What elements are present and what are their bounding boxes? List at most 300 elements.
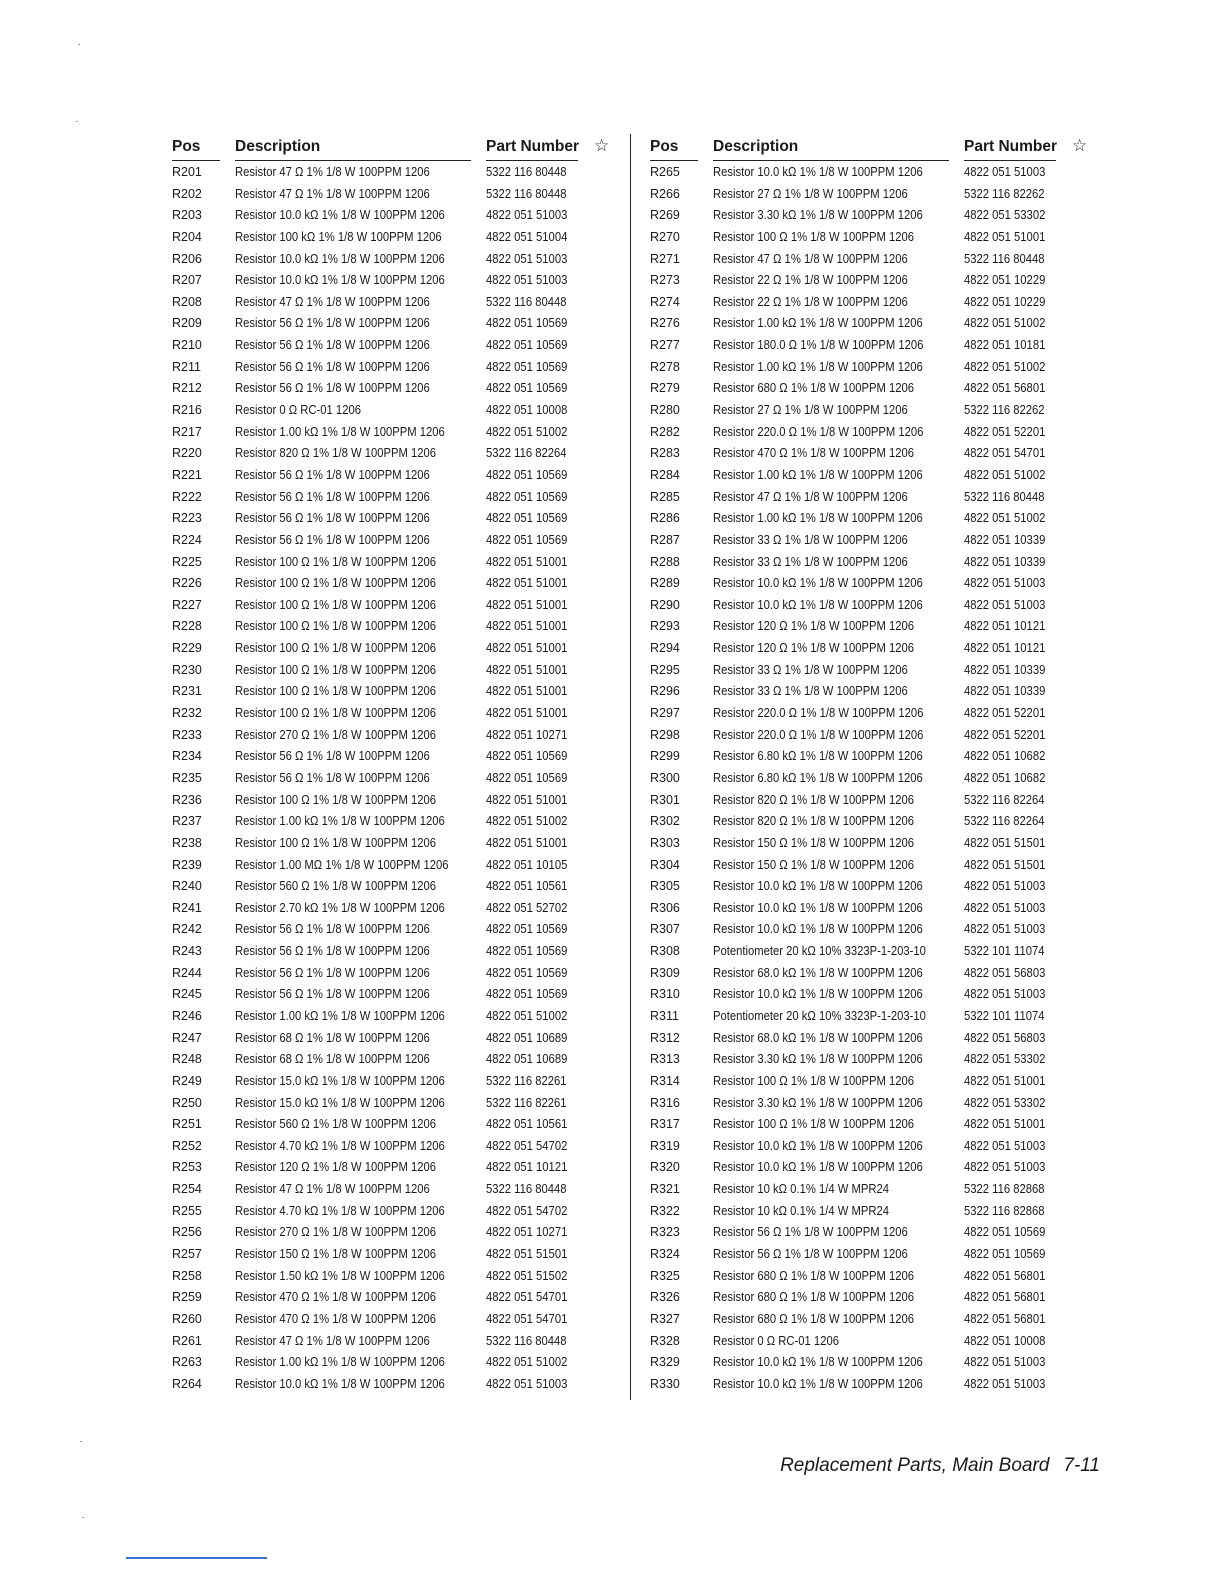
part-number-cell: 4822 051 51003 [964, 576, 1046, 591]
pos-cell: R285 [650, 489, 680, 504]
scan-speck [76, 121, 78, 122]
table-row [172, 1093, 612, 1115]
table-header [172, 136, 612, 162]
description-cell: Resistor 560 Ω 1% 1/8 W 100PPM 1206 [235, 879, 437, 894]
part-number-cell: 5322 116 82868 [964, 1203, 1045, 1218]
description-cell: Resistor 10.0 kΩ 1% 1/8 W 100PPM 1206 [235, 251, 445, 266]
description-cell: Resistor 150 Ω 1% 1/8 W 100PPM 1206 [235, 1247, 437, 1262]
table-row [172, 552, 612, 574]
description-cell: Resistor 56 Ω 1% 1/8 W 100PPM 1206 [235, 749, 430, 764]
pos-cell: R263 [172, 1355, 202, 1370]
table-body [650, 162, 1090, 1396]
table-row [650, 811, 1090, 833]
table-row [650, 1157, 1090, 1179]
table-row [650, 725, 1090, 747]
description-cell: Resistor 10.0 kΩ 1% 1/8 W 100PPM 1206 [713, 1160, 923, 1175]
description-cell: Resistor 100 Ω 1% 1/8 W 100PPM 1206 [235, 835, 437, 850]
table-row [172, 443, 612, 465]
table-row [650, 681, 1090, 703]
pos-cell: R327 [650, 1311, 680, 1326]
part-number-cell: 4822 051 10339 [964, 554, 1046, 569]
part-number-cell: 4822 051 51501 [964, 835, 1046, 850]
description-cell: Resistor 10.0 kΩ 1% 1/8 W 100PPM 1206 [713, 1355, 923, 1370]
table-row [172, 1287, 612, 1309]
pos-cell: R255 [172, 1203, 202, 1218]
part-number-cell: 4822 051 51501 [964, 857, 1046, 872]
description-cell: Resistor 1.00 kΩ 1% 1/8 W 100PPM 1206 [713, 359, 923, 374]
table-row [650, 530, 1090, 552]
description-cell: Resistor 680 Ω 1% 1/8 W 100PPM 1206 [713, 381, 915, 396]
pos-cell: R279 [650, 381, 680, 396]
table-row [650, 1049, 1090, 1071]
table-row [650, 638, 1090, 660]
table-row [650, 552, 1090, 574]
part-number-cell: 4822 051 51001 [964, 1073, 1046, 1088]
description-cell: Resistor 470 Ω 1% 1/8 W 100PPM 1206 [713, 446, 915, 461]
column-divider [630, 134, 631, 1400]
table-row [650, 595, 1090, 617]
table-row [172, 681, 612, 703]
table-row [650, 941, 1090, 963]
pos-cell: R242 [172, 922, 202, 937]
description-cell: Resistor 270 Ω 1% 1/8 W 100PPM 1206 [235, 1225, 437, 1240]
part-number-cell: 4822 051 10339 [964, 684, 1046, 699]
part-number-cell: 4822 051 10689 [486, 1052, 568, 1067]
description-cell: Resistor 470 Ω 1% 1/8 W 100PPM 1206 [235, 1311, 437, 1326]
description-cell: Resistor 100 Ω 1% 1/8 W 100PPM 1206 [235, 576, 437, 591]
part-number-cell: 4822 051 51002 [486, 1008, 568, 1023]
part-number-cell: 4822 051 10008 [964, 1333, 1046, 1348]
table-row [650, 292, 1090, 314]
part-number-cell: 4822 051 51003 [964, 1355, 1046, 1370]
pos-cell: R278 [650, 359, 680, 374]
part-number-cell: 4822 051 56801 [964, 381, 1046, 396]
part-number-cell: 4822 051 10569 [486, 359, 568, 374]
pos-cell: R329 [650, 1355, 680, 1370]
table-row [172, 855, 612, 877]
pos-cell: R269 [650, 208, 680, 223]
part-number-cell: 4822 051 10561 [486, 1117, 568, 1132]
part-number-cell: 4822 051 10229 [964, 294, 1046, 309]
table-row [650, 746, 1090, 768]
part-number-cell: 4822 051 51001 [486, 835, 568, 850]
description-cell: Resistor 10.0 kΩ 1% 1/8 W 100PPM 1206 [713, 987, 923, 1002]
description-cell: Resistor 6.80 kΩ 1% 1/8 W 100PPM 1206 [713, 770, 923, 785]
table-row [172, 1136, 612, 1158]
pos-column-header: Pos [172, 138, 201, 155]
pos-cell: R284 [650, 467, 680, 482]
table-row [172, 335, 612, 357]
pos-cell: R245 [172, 987, 202, 1002]
part-number-cell: 4822 051 51003 [964, 597, 1046, 612]
description-cell: Resistor 56 Ω 1% 1/8 W 100PPM 1206 [235, 965, 430, 980]
pos-cell: R326 [650, 1290, 680, 1305]
part-number-cell: 4822 051 51001 [486, 597, 568, 612]
pos-cell: R224 [172, 532, 202, 547]
table-row [172, 227, 612, 249]
header-underline [713, 160, 949, 161]
table-row [650, 162, 1090, 184]
part-number-cell: 4822 051 51001 [486, 641, 568, 656]
description-cell: Resistor 680 Ω 1% 1/8 W 100PPM 1206 [713, 1290, 915, 1305]
part-number-cell: 5322 116 80448 [486, 165, 567, 179]
pos-cell: R239 [172, 857, 202, 872]
page-number: 7-11 [1063, 1455, 1100, 1476]
table-row [650, 249, 1090, 271]
part-number-cell: 4822 051 51002 [964, 467, 1046, 482]
pos-cell: R222 [172, 489, 202, 504]
description-cell: Resistor 120 Ω 1% 1/8 W 100PPM 1206 [713, 641, 915, 656]
pos-cell: R251 [172, 1117, 202, 1132]
pos-cell: R288 [650, 554, 680, 569]
part-number-cell: 5322 116 82262 [964, 403, 1045, 418]
header-underline [235, 160, 471, 161]
part-number-cell: 5322 116 82262 [964, 186, 1045, 201]
pos-cell: R231 [172, 684, 202, 699]
pos-cell: R274 [650, 294, 680, 309]
part-number-cell: 4822 051 51002 [964, 316, 1046, 331]
part-number-cell: 4822 051 56801 [964, 1311, 1046, 1326]
part-number-cell: 4822 051 10105 [486, 857, 568, 872]
pos-cell: R297 [650, 706, 680, 721]
part-number-cell: 4822 051 51003 [964, 900, 1046, 915]
pos-cell: R223 [172, 511, 202, 526]
table-row [172, 1222, 612, 1244]
part-number-cell: 4822 051 10339 [964, 532, 1046, 547]
description-cell: Resistor 10.0 kΩ 1% 1/8 W 100PPM 1206 [713, 879, 923, 894]
description-cell: Resistor 10.0 kΩ 1% 1/8 W 100PPM 1206 [713, 1376, 923, 1391]
description-cell: Resistor 680 Ω 1% 1/8 W 100PPM 1206 [713, 1311, 915, 1326]
table-row [172, 1179, 612, 1201]
pos-cell: R259 [172, 1290, 202, 1305]
table-row [172, 1331, 612, 1353]
description-cell: Resistor 820 Ω 1% 1/8 W 100PPM 1206 [713, 814, 915, 829]
description-cell: Resistor 10.0 kΩ 1% 1/8 W 100PPM 1206 [713, 922, 923, 937]
part-number-cell: 4822 051 52201 [964, 424, 1046, 439]
part-number-cell: 4822 051 51003 [964, 922, 1046, 937]
table-row [650, 184, 1090, 206]
table-row [172, 638, 612, 660]
table-row [650, 1331, 1090, 1353]
pos-cell: R204 [172, 229, 202, 244]
table-row [650, 378, 1090, 400]
description-cell: Resistor 47 Ω 1% 1/8 W 100PPM 1206 [235, 1182, 430, 1197]
part-number-cell: 4822 051 51003 [964, 987, 1046, 1002]
part-number-cell: 4822 051 51003 [964, 879, 1046, 894]
footer-title: Replacement Parts, Main Board [780, 1455, 1050, 1476]
pos-cell: R286 [650, 511, 680, 526]
description-cell: Resistor 1.00 kΩ 1% 1/8 W 100PPM 1206 [235, 424, 445, 439]
pos-cell: R252 [172, 1138, 202, 1153]
description-cell: Resistor 56 Ω 1% 1/8 W 100PPM 1206 [235, 359, 430, 374]
pos-cell: R287 [650, 532, 680, 547]
part-number-cell: 4822 051 51002 [486, 424, 568, 439]
parts-table-left [172, 136, 612, 1396]
table-row [172, 1201, 612, 1223]
description-cell: Resistor 0 Ω RC-01 1206 [713, 1333, 839, 1348]
table-row [172, 400, 612, 422]
part-number-cell: 5322 101 11074 [964, 944, 1045, 959]
pos-cell: R230 [172, 662, 202, 677]
pos-cell: R328 [650, 1333, 680, 1348]
description-cell: Resistor 180.0 Ω 1% 1/8 W 100PPM 1206 [713, 338, 924, 353]
part-number-cell: 4822 051 10569 [486, 338, 568, 353]
description-cell: Resistor 100 Ω 1% 1/8 W 100PPM 1206 [235, 684, 437, 699]
pos-cell: R208 [172, 294, 202, 309]
table-row [172, 1352, 612, 1374]
pos-cell: R324 [650, 1247, 680, 1262]
part-number-cell: 4822 051 51003 [964, 1376, 1046, 1391]
pos-cell: R229 [172, 641, 202, 656]
pos-cell: R323 [650, 1225, 680, 1240]
description-cell: Resistor 560 Ω 1% 1/8 W 100PPM 1206 [235, 1117, 437, 1132]
pos-cell: R254 [172, 1182, 202, 1197]
part-number-cell: 4822 051 51001 [486, 662, 568, 677]
part-number-cell: 4822 051 10121 [964, 619, 1046, 634]
table-row [650, 1006, 1090, 1028]
table-row [650, 768, 1090, 790]
table-row [172, 378, 612, 400]
description-cell: Resistor 220.0 Ω 1% 1/8 W 100PPM 1206 [713, 727, 924, 742]
table-row [172, 660, 612, 682]
table-row [172, 184, 612, 206]
pos-cell: R206 [172, 251, 202, 266]
description-cell: Resistor 56 Ω 1% 1/8 W 100PPM 1206 [235, 922, 430, 937]
table-row [172, 292, 612, 314]
pos-cell: R228 [172, 619, 202, 634]
pos-cell: R306 [650, 900, 680, 915]
table-row [172, 205, 612, 227]
part-number-cell: 4822 051 10682 [964, 770, 1046, 785]
table-row [172, 1049, 612, 1071]
pos-cell: R244 [172, 965, 202, 980]
description-cell: Resistor 3.30 kΩ 1% 1/8 W 100PPM 1206 [713, 1052, 923, 1067]
description-cell: Resistor 1.00 kΩ 1% 1/8 W 100PPM 1206 [713, 511, 923, 526]
description-cell: Resistor 100 Ω 1% 1/8 W 100PPM 1206 [235, 792, 437, 807]
table-row [650, 335, 1090, 357]
pos-cell: R310 [650, 987, 680, 1002]
description-cell: Resistor 100 Ω 1% 1/8 W 100PPM 1206 [235, 641, 437, 656]
description-cell: Resistor 56 Ω 1% 1/8 W 100PPM 1206 [235, 381, 430, 396]
pos-cell: R235 [172, 770, 202, 785]
pos-cell: R227 [172, 597, 202, 612]
pos-cell: R211 [172, 359, 201, 374]
description-cell: Resistor 4.70 kΩ 1% 1/8 W 100PPM 1206 [235, 1138, 445, 1153]
table-row [172, 616, 612, 638]
table-row [650, 1201, 1090, 1223]
part-number-cell: 4822 051 51003 [964, 1160, 1046, 1175]
pos-cell: R320 [650, 1160, 680, 1175]
description-cell: Resistor 100 Ω 1% 1/8 W 100PPM 1206 [235, 554, 437, 569]
part-number-cell: 4822 051 51001 [964, 229, 1046, 244]
pos-cell: R300 [650, 770, 680, 785]
part-number-cell: 4822 051 51501 [486, 1247, 568, 1262]
description-cell: Resistor 47 Ω 1% 1/8 W 100PPM 1206 [713, 251, 908, 266]
pos-cell: R243 [172, 944, 202, 959]
description-cell: Resistor 33 Ω 1% 1/8 W 100PPM 1206 [713, 662, 908, 677]
table-row [172, 1114, 612, 1136]
pos-cell: R261 [172, 1333, 202, 1348]
pos-cell: R294 [650, 641, 680, 656]
description-cell: Resistor 68 Ω 1% 1/8 W 100PPM 1206 [235, 1052, 430, 1067]
description-cell: Resistor 56 Ω 1% 1/8 W 100PPM 1206 [235, 338, 430, 353]
part-number-cell: 4822 051 51004 [486, 229, 568, 244]
description-cell: Resistor 100 Ω 1% 1/8 W 100PPM 1206 [235, 619, 437, 634]
part-number-cell: 4822 051 51003 [486, 1376, 568, 1391]
pos-cell: R295 [650, 662, 680, 677]
pos-cell: R270 [650, 229, 680, 244]
table-row [172, 1071, 612, 1093]
part-number-cell: 4822 051 10181 [964, 338, 1046, 353]
part-number-cell: 4822 051 54701 [486, 1290, 568, 1305]
part-number-cell: 4822 051 52201 [964, 727, 1046, 742]
table-row [650, 919, 1090, 941]
pos-cell: R311 [650, 1008, 679, 1023]
description-cell: Resistor 1.00 kΩ 1% 1/8 W 100PPM 1206 [713, 467, 923, 482]
description-cell: Resistor 10.0 kΩ 1% 1/8 W 100PPM 1206 [713, 597, 923, 612]
part-number-cell: 5322 116 80448 [486, 186, 567, 201]
pos-cell: R201 [172, 165, 202, 179]
pos-cell: R277 [650, 338, 680, 353]
part-number-cell: 4822 051 51003 [486, 208, 568, 223]
description-cell: Resistor 56 Ω 1% 1/8 W 100PPM 1206 [713, 1247, 908, 1262]
table-row [172, 422, 612, 444]
pos-cell: R257 [172, 1247, 202, 1262]
pos-cell: R290 [650, 597, 680, 612]
description-cell: Resistor 22 Ω 1% 1/8 W 100PPM 1206 [713, 294, 908, 309]
scan-speck [78, 44, 80, 45]
header-underline [964, 160, 1056, 161]
bottom-rule [126, 1557, 267, 1559]
table-row [650, 357, 1090, 379]
pos-cell: R299 [650, 749, 680, 764]
description-cell: Resistor 10.0 kΩ 1% 1/8 W 100PPM 1206 [713, 165, 923, 179]
table-row [650, 1287, 1090, 1309]
pos-cell: R313 [650, 1052, 680, 1067]
table-row [172, 573, 612, 595]
pos-cell: R319 [650, 1138, 680, 1153]
part-number-cell: 4822 051 10229 [964, 273, 1046, 288]
table-row [172, 725, 612, 747]
description-cell: Resistor 15.0 kΩ 1% 1/8 W 100PPM 1206 [235, 1095, 445, 1110]
table-row [172, 465, 612, 487]
part-number-cell: 4822 051 10569 [486, 770, 568, 785]
table-row [650, 1179, 1090, 1201]
description-cell: Potentiometer 20 kΩ 10% 3323P-1-203-10 [713, 1008, 926, 1023]
pos-cell: R304 [650, 857, 680, 872]
header-underline [172, 160, 220, 161]
description-cell: Resistor 100 Ω 1% 1/8 W 100PPM 1206 [235, 662, 437, 677]
part-number-cell: 4822 051 56801 [964, 1290, 1046, 1305]
description-cell: Resistor 100 Ω 1% 1/8 W 100PPM 1206 [713, 1073, 915, 1088]
table-row [650, 422, 1090, 444]
table-row [172, 984, 612, 1006]
description-cell: Resistor 10 kΩ 0.1% 1/4 W MPR24 [713, 1182, 889, 1197]
description-cell: Resistor 3.30 kΩ 1% 1/8 W 100PPM 1206 [713, 208, 923, 223]
pos-cell: R232 [172, 706, 202, 721]
table-row [172, 963, 612, 985]
part-number-cell: 4822 051 51003 [486, 251, 568, 266]
pos-cell: R237 [172, 814, 202, 829]
table-row [650, 984, 1090, 1006]
part-number-cell: 4822 051 51001 [486, 706, 568, 721]
table-row [172, 1309, 612, 1331]
table-row [650, 1028, 1090, 1050]
table-row [650, 400, 1090, 422]
description-cell: Resistor 56 Ω 1% 1/8 W 100PPM 1206 [235, 987, 430, 1002]
pos-cell: R221 [172, 467, 202, 482]
pos-cell: R247 [172, 1030, 202, 1045]
pos-cell: R302 [650, 814, 680, 829]
table-row [172, 249, 612, 271]
description-cell: Resistor 100 Ω 1% 1/8 W 100PPM 1206 [713, 1117, 915, 1132]
pos-cell: R330 [650, 1376, 680, 1391]
pos-cell: R226 [172, 576, 202, 591]
description-cell: Resistor 6.80 kΩ 1% 1/8 W 100PPM 1206 [713, 749, 923, 764]
table-row [650, 205, 1090, 227]
part-number-cell: 5322 116 80448 [964, 489, 1045, 504]
part-number-cell: 4822 051 10569 [486, 922, 568, 937]
table-row [172, 162, 612, 184]
table-row [650, 1222, 1090, 1244]
part-number-cell: 5322 116 82261 [486, 1073, 567, 1088]
table-row [650, 313, 1090, 335]
table-row [650, 660, 1090, 682]
part-number-cell: 4822 051 56803 [964, 1030, 1046, 1045]
description-cell: Resistor 1.50 kΩ 1% 1/8 W 100PPM 1206 [235, 1268, 445, 1283]
part-number-cell: 5322 116 80448 [486, 1333, 567, 1348]
pos-cell: R309 [650, 965, 680, 980]
pos-cell: R260 [172, 1311, 202, 1326]
pos-cell: R212 [172, 381, 202, 396]
part-number-cell: 4822 051 51001 [964, 1117, 1046, 1132]
table-row [172, 941, 612, 963]
description-cell: Resistor 56 Ω 1% 1/8 W 100PPM 1206 [235, 316, 430, 331]
table-header [650, 136, 1090, 162]
part-number-cell: 4822 051 51003 [964, 1138, 1046, 1153]
part-number-cell: 4822 051 10121 [486, 1160, 568, 1175]
description-cell: Resistor 10.0 kΩ 1% 1/8 W 100PPM 1206 [713, 900, 923, 915]
description-cell: Resistor 22 Ω 1% 1/8 W 100PPM 1206 [713, 273, 908, 288]
description-cell: Resistor 68 Ω 1% 1/8 W 100PPM 1206 [235, 1030, 430, 1045]
description-cell: Resistor 27 Ω 1% 1/8 W 100PPM 1206 [713, 403, 908, 418]
table-row [172, 1157, 612, 1179]
table-row [650, 1309, 1090, 1331]
description-cell: Resistor 1.00 MΩ 1% 1/8 W 100PPM 1206 [235, 857, 449, 872]
pos-column-header: Pos [650, 138, 679, 155]
description-cell: Resistor 47 Ω 1% 1/8 W 100PPM 1206 [235, 165, 430, 179]
page-footer [700, 1455, 1100, 1477]
part-number-cell: 4822 051 10569 [964, 1247, 1046, 1262]
description-cell: Resistor 1.00 kΩ 1% 1/8 W 100PPM 1206 [235, 1008, 445, 1023]
part-number-cell: 5322 116 80448 [964, 251, 1045, 266]
pos-cell: R314 [650, 1073, 680, 1088]
pos-cell: R253 [172, 1160, 202, 1175]
part-number-cell: 4822 051 52702 [486, 900, 568, 915]
pos-cell: R316 [650, 1095, 680, 1110]
part-number-column-header: Part Number [486, 138, 580, 155]
description-cell: Resistor 470 Ω 1% 1/8 W 100PPM 1206 [235, 1290, 437, 1305]
table-row [172, 595, 612, 617]
part-number-cell: 4822 051 10569 [486, 944, 568, 959]
table-row [650, 443, 1090, 465]
part-number-cell: 4822 051 10569 [486, 965, 568, 980]
part-number-cell: 4822 051 51002 [964, 359, 1046, 374]
pos-cell: R217 [172, 424, 202, 439]
part-number-cell: 5322 116 82264 [964, 792, 1045, 807]
pos-cell: R321 [650, 1182, 680, 1197]
table-row [172, 703, 612, 725]
